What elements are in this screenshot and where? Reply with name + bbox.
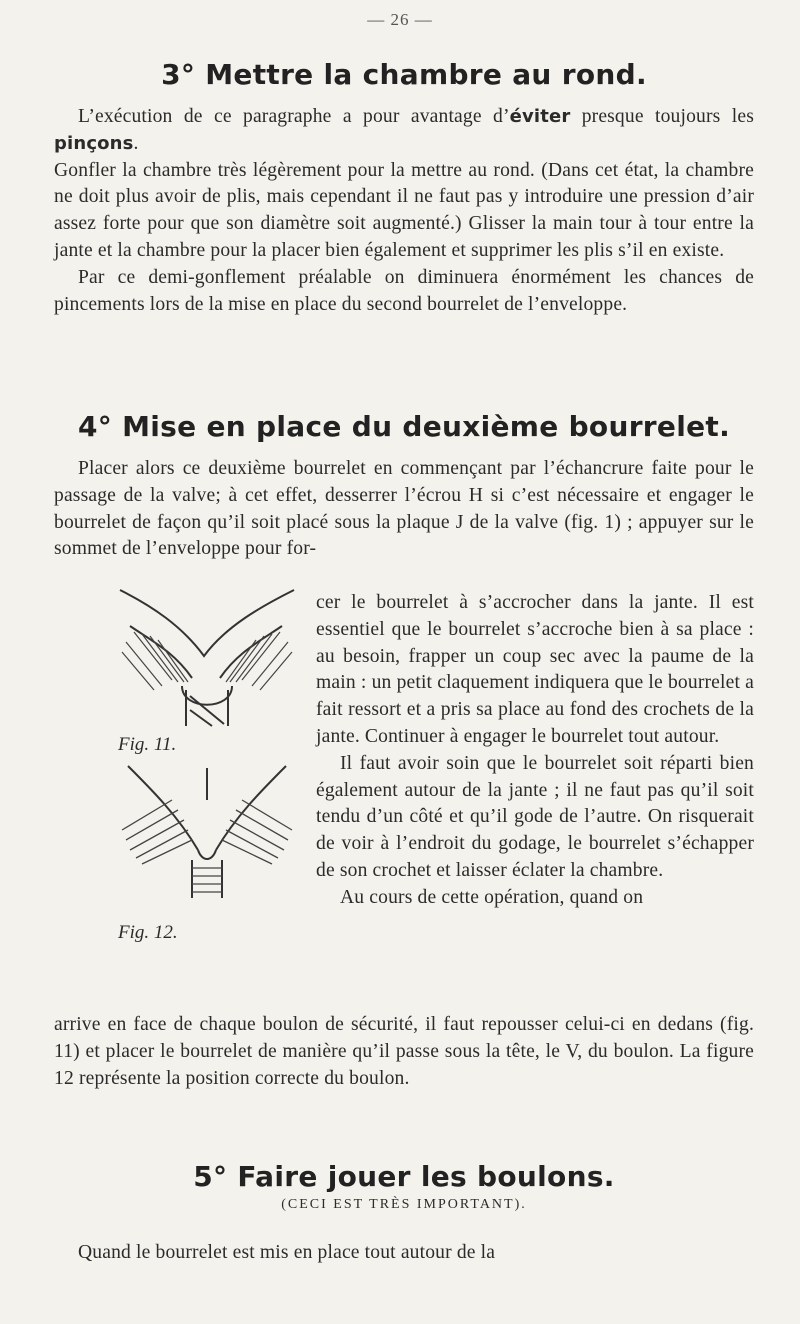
text-run: presque toujours les: [570, 106, 754, 127]
section-4-paragraph-1: Placer alors ce deuxième bourrelet en commençant par l’échancrure faite pour le passage de la valve; à cet effet, desserrer l’écrou H si c’est nécessaire et engager le bourrelet de façon qu’il soit placé sous la plaque J de la valve (fig. 1) ; appuyer sur le sommet de l’enveloppe pour for-: [54, 458, 754, 560]
section-4-heading: 4° Mise en place du deuxième bourrelet.: [77, 410, 731, 443]
section-4: [54, 410, 754, 443]
section-4-paragraph-3-start: Au cours de cette opération, quand on: [340, 886, 644, 908]
section-5-subheading: (CECI EST TRÈS IMPORTANT).: [281, 1197, 527, 1212]
page-number: — 26 —: [367, 10, 433, 29]
fig-12-rim-illustration: [112, 760, 302, 908]
section-5: [54, 1160, 754, 1213]
section-4-intro: [54, 456, 754, 563]
section-5-paragraph-1: Quand le bourrelet est mis en place tout autour de la: [78, 1242, 496, 1263]
section-3-body: [54, 104, 754, 318]
section-3: [54, 58, 754, 91]
emphasis-text: éviter: [509, 106, 571, 127]
emphasis-text: pinçons: [54, 132, 134, 154]
fig-12-label: Fig. 12.: [118, 922, 178, 943]
fig-11-label: Fig. 11.: [118, 734, 177, 755]
section-3-heading: 3° Mettre la chambre au rond.: [161, 58, 647, 91]
section-3-paragraph-1: [54, 104, 754, 158]
section-4-paragraph-3-body: [54, 1012, 754, 1092]
section-4-paragraph-3-rest: arrive en face de chaque boulon de sécurité, il faut repousser celui-ci en dedans (fig. 11) et placer le bourrelet de manière qu’il passe sous la tête, le V, du boulon. La figure 12 représente la position correcte du boulon.: [54, 1014, 754, 1089]
section-5-body: [54, 1240, 754, 1267]
text-run: .: [133, 132, 139, 154]
section-3-paragraph-2: Gonfler la chambre très légèrement pour la mettre au rond. (Dans cet état, la chambre ne doit plus avoir de plis, mais cependant il ne faut pas y introduire une pression d’air assez forte pour que son diamètre soit augmenté.) Glisser la main tour à tour entre la jante et la chambre pour la placer bien également et supprimer les plis s’il en existe.: [54, 159, 754, 261]
section-4-right-column: [316, 590, 754, 912]
section-3-paragraph-3: Par ce demi-gonflement préalable on diminuera énormément les chances de pincements lors de la mise en place du second bourrelet de l’enveloppe.: [54, 266, 754, 315]
fig-11-rim-illustration: [112, 586, 302, 744]
text-run: L’exécution de ce paragraphe a pour avantage d’: [78, 106, 510, 127]
section-4-paragraph-2: Il faut avoir soin que le bourrelet soit réparti bien également autour de la jante ; il ne faut pas qu’il soit tendu d’un côté et qu’il gode de l’autre. On risquerait de voir à l’endroit du godage, le bourrelet s’échapper de son crochet et laisser éclater la chambre.: [316, 752, 754, 881]
section-4-paragraph-1-continued: cer le bourrelet à s’accrocher dans la jante. Il est essentiel que le bourrelet s’accroche bien à sa place : au besoin, frapper un coup sec avec la paume de la main : un petit claquement indiquera que le bourrelet a fait ressort et a pris sa place au fond des crochets de la jante. Continuer à engager le bourrelet tout autour.: [316, 592, 754, 747]
section-5-heading: 5° Faire jouer les boulons.: [193, 1160, 615, 1193]
